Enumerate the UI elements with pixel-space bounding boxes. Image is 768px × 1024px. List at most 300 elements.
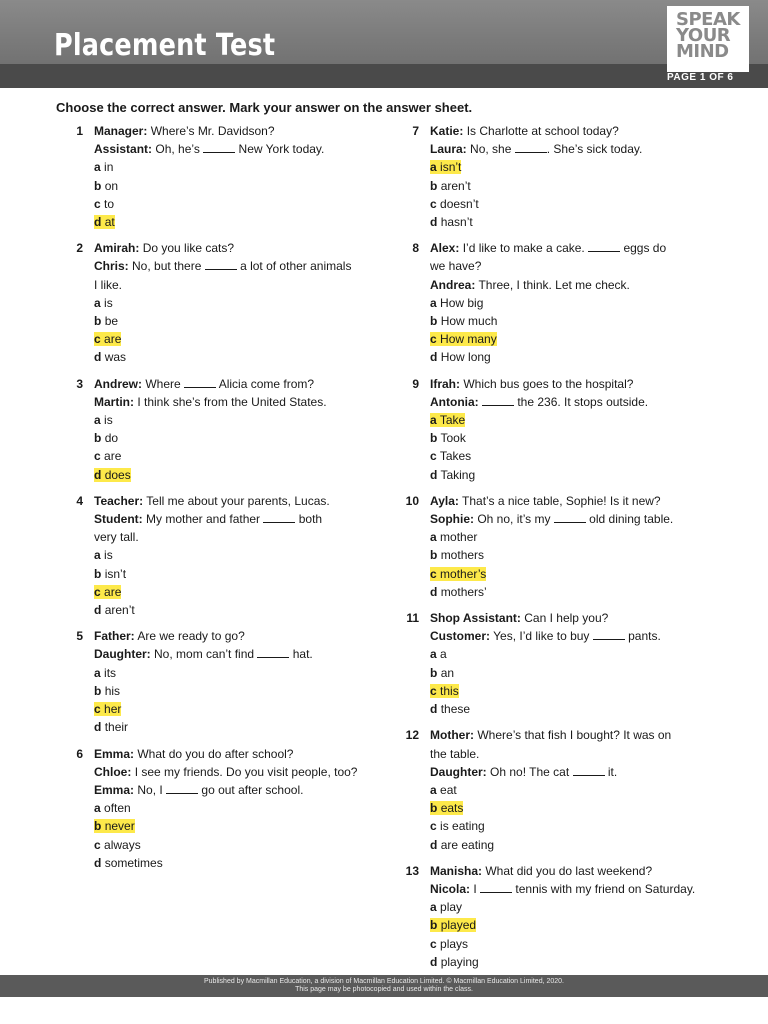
- option-text: Taking: [440, 467, 476, 482]
- option-letter: d: [94, 603, 102, 618]
- option-content: [430, 350, 491, 364]
- dialogue-text: No, mom can’t find: [154, 647, 255, 662]
- speaker-name: Amirah:: [94, 241, 140, 256]
- dialogue-text: Where’s Mr. Davidson?: [150, 124, 275, 138]
- highlighted-answer: [94, 215, 115, 229]
- answer-option[interactable]: [430, 447, 722, 465]
- option-text: always: [104, 837, 141, 852]
- highlighted-answer: [430, 567, 486, 581]
- dialogue-text: eggs do: [623, 241, 667, 256]
- option-text: playing: [440, 954, 479, 969]
- dialogue-text: My mother and father: [146, 512, 261, 527]
- option-content: [94, 197, 114, 211]
- option-letter: b: [430, 665, 438, 680]
- option-content: [94, 666, 116, 680]
- question-item: [56, 375, 386, 484]
- dialogue-text: No, she: [470, 142, 512, 157]
- option-letter: b: [94, 683, 102, 698]
- logo-text: SPEAK YOUR MIND: [676, 9, 740, 62]
- option-content: [430, 530, 477, 544]
- option-content: [430, 900, 462, 914]
- option-content: [430, 666, 454, 680]
- option-text: How long: [440, 350, 491, 365]
- dialogue-line: [94, 510, 386, 528]
- highlighted-answer: [94, 819, 135, 833]
- option-text: his: [104, 683, 121, 698]
- speaker-name: Manager:: [94, 124, 148, 138]
- option-text: doesn’t: [440, 196, 479, 211]
- dialogue-text: the table.: [430, 746, 480, 761]
- answer-option[interactable]: [430, 836, 722, 854]
- dialogue-text: No, I: [137, 782, 163, 797]
- option-content: [94, 350, 126, 364]
- option-letter: c: [94, 584, 101, 599]
- question-number: 13: [405, 863, 419, 878]
- dialogue-line: [94, 627, 386, 645]
- option-letter: b: [430, 314, 438, 329]
- option-letter: d: [94, 720, 102, 735]
- option-text: play: [440, 900, 463, 915]
- question-number: 12: [405, 728, 419, 743]
- highlighted-answer: [430, 801, 463, 815]
- option-letter: a: [430, 530, 437, 545]
- option-content: [94, 603, 135, 617]
- dialogue-line: [430, 122, 722, 140]
- dialogue-line: [430, 375, 722, 393]
- answer-option[interactable]: [94, 546, 386, 564]
- highlighted-answer: [94, 702, 121, 716]
- answer-option[interactable]: [430, 213, 722, 231]
- option-text: was: [104, 350, 127, 365]
- option-letter: a: [430, 413, 437, 428]
- option-letter: a: [94, 665, 101, 680]
- answer-blank: [593, 630, 625, 640]
- answer-option[interactable]: [94, 348, 386, 366]
- answer-option[interactable]: [430, 546, 722, 564]
- answer-blank: [554, 513, 586, 523]
- dialogue-line: [430, 492, 722, 510]
- dialogue-text: a lot of other animals: [240, 259, 352, 274]
- highlighted-answer: [94, 468, 131, 482]
- option-text: sometimes: [104, 855, 163, 870]
- dialogue-text: No, but there: [132, 259, 202, 274]
- answer-option[interactable]: [94, 447, 386, 465]
- answer-option[interactable]: [430, 898, 722, 916]
- answer-blank: [515, 143, 547, 153]
- speaker-name: Daughter:: [94, 647, 151, 662]
- dialogue-text: hat.: [292, 647, 313, 662]
- highlighted-answer: [430, 160, 461, 174]
- option-letter: a: [430, 782, 437, 797]
- question-item: [56, 239, 386, 366]
- answer-blank: [203, 143, 235, 153]
- dialogue-line: [94, 257, 386, 275]
- speaker-name: Customer:: [430, 629, 491, 644]
- question-item: [56, 492, 386, 619]
- dialogue-line: [430, 745, 722, 763]
- option-letter: d: [430, 215, 438, 230]
- option-letter: a: [430, 160, 437, 175]
- answer-blank: [257, 648, 289, 658]
- answer-option[interactable]: [94, 854, 386, 872]
- highlighted-answer: [430, 413, 465, 427]
- option-letter: c: [94, 196, 101, 211]
- dialogue-line: [94, 492, 386, 510]
- answer-option[interactable]: [430, 528, 722, 546]
- option-content: [94, 413, 113, 427]
- option-text: How big: [440, 295, 484, 310]
- option-letter: c: [94, 332, 101, 347]
- answer-blank: [166, 784, 198, 794]
- speaker-name: Emma:: [94, 782, 135, 797]
- speaker-name: Chloe:: [94, 764, 132, 779]
- option-content: [430, 647, 447, 661]
- speaker-name: Emma:: [94, 746, 135, 761]
- option-content: [94, 548, 113, 562]
- option-text: her: [104, 702, 122, 717]
- speaker-name: Nicola:: [430, 881, 471, 896]
- dialogue-text: Which bus goes to the hospital?: [463, 376, 634, 391]
- option-letter: d: [430, 467, 438, 482]
- highlighted-answer: [430, 684, 459, 698]
- option-text: played: [440, 918, 477, 933]
- option-text: is: [104, 295, 113, 310]
- option-text: an: [440, 665, 455, 680]
- footer-copy-note: This page may be photocopied and used within the class.: [295, 986, 473, 993]
- dialogue-text: old dining table.: [589, 512, 674, 527]
- option-text: is: [104, 548, 113, 563]
- option-text: mother’s: [440, 566, 487, 581]
- answer-option[interactable]: [430, 330, 722, 348]
- instructions: Choose the correct answer. Mark your answer on the answer sheet.: [56, 100, 473, 115]
- answer-option[interactable]: [94, 429, 386, 447]
- dialogue-line: [430, 726, 722, 744]
- option-letter: d: [94, 350, 102, 365]
- answer-option[interactable]: [94, 682, 386, 700]
- dialogue-text: Are we ready to go?: [137, 629, 245, 644]
- answer-option[interactable]: [430, 781, 722, 799]
- answer-option[interactable]: [430, 799, 722, 817]
- answer-blank: [573, 766, 605, 776]
- dialogue-text: very tall.: [94, 530, 139, 545]
- question-item: [392, 609, 722, 718]
- option-text: at: [104, 215, 115, 230]
- option-letter: a: [94, 160, 101, 175]
- option-text: are: [104, 584, 122, 599]
- dialogue-text: Oh no! The cat: [490, 764, 570, 779]
- answer-option[interactable]: [430, 348, 722, 366]
- speaker-name: Chris:: [94, 259, 129, 274]
- answer-option[interactable]: [430, 817, 722, 835]
- option-content: [430, 702, 470, 716]
- answer-option[interactable]: [94, 213, 386, 231]
- speaker-name: Laura:: [430, 142, 467, 157]
- answer-blank: [480, 883, 512, 893]
- answer-option[interactable]: [430, 916, 722, 934]
- option-letter: c: [430, 449, 437, 464]
- dialogue-text: What do you do after school?: [137, 746, 294, 761]
- dialogue-text: I’d like to make a cake.: [462, 241, 585, 256]
- option-letter: b: [94, 566, 102, 581]
- answer-option[interactable]: [430, 195, 722, 213]
- answer-option[interactable]: [430, 466, 722, 484]
- option-letter: c: [430, 936, 437, 951]
- option-text: its: [104, 665, 117, 680]
- answer-option[interactable]: [94, 411, 386, 429]
- dialogue-text: Where’s that fish I bought? It was on: [477, 728, 672, 743]
- option-text: Took: [440, 431, 466, 446]
- dialogue-line: [94, 528, 386, 546]
- option-letter: a: [94, 295, 101, 310]
- option-content: [94, 431, 118, 445]
- option-letter: b: [430, 918, 438, 933]
- option-letter: c: [94, 449, 101, 464]
- option-content: [94, 801, 131, 815]
- option-content: [430, 197, 479, 211]
- dialogue-text: go out after school.: [201, 782, 304, 797]
- questions-column-left: [56, 122, 386, 872]
- answer-option[interactable]: [94, 330, 386, 348]
- page-footer: [0, 975, 768, 997]
- speaker-name: Martin:: [94, 394, 134, 409]
- option-letter: c: [430, 683, 437, 698]
- option-text: isn’t: [104, 566, 127, 581]
- option-text: How many: [440, 332, 497, 347]
- option-letter: b: [430, 801, 438, 816]
- option-content: [430, 179, 471, 193]
- option-letter: c: [430, 566, 437, 581]
- question-item: [56, 745, 386, 872]
- answer-option[interactable]: [94, 294, 386, 312]
- dialogue-text: What did you do last weekend?: [485, 863, 653, 878]
- answer-option[interactable]: [94, 836, 386, 854]
- answer-option[interactable]: [430, 645, 722, 663]
- dialogue-text: Can I help you?: [524, 611, 609, 626]
- dialogue-text: the 236. It stops outside.: [517, 394, 649, 409]
- answer-option[interactable]: [94, 601, 386, 619]
- option-content: [430, 548, 484, 562]
- option-letter: b: [94, 819, 102, 834]
- question-item: [56, 627, 386, 736]
- option-text: often: [104, 801, 131, 816]
- answer-option[interactable]: [94, 312, 386, 330]
- option-letter: a: [94, 801, 101, 816]
- answer-option[interactable]: [430, 664, 722, 682]
- answer-option[interactable]: [94, 177, 386, 195]
- dialogue-text: tennis with my friend on Saturday.: [515, 881, 696, 896]
- answer-option[interactable]: [94, 158, 386, 176]
- dialogue-line: [94, 239, 386, 257]
- option-text: Takes: [439, 449, 472, 464]
- dialogue-text: we have?: [430, 259, 482, 274]
- option-content: [430, 955, 479, 969]
- option-letter: a: [430, 900, 437, 915]
- option-content: [430, 314, 497, 328]
- page-title: Placement Test: [54, 28, 276, 63]
- answer-option[interactable]: [430, 700, 722, 718]
- speaker-name: Teacher:: [94, 493, 144, 508]
- answer-option[interactable]: [94, 700, 386, 718]
- dialogue-text: Do you like cats?: [142, 241, 235, 256]
- option-text: their: [104, 720, 129, 735]
- answer-option[interactable]: [94, 195, 386, 213]
- option-content: [430, 431, 466, 445]
- speaker-name: Andrew:: [94, 376, 142, 391]
- option-text: eats: [440, 801, 464, 816]
- question-item: [392, 375, 722, 484]
- speaker-name: Antonia:: [430, 394, 479, 409]
- option-text: in: [104, 160, 114, 175]
- answer-option[interactable]: [94, 583, 386, 601]
- dialogue-line: [94, 745, 386, 763]
- option-text: never: [104, 819, 135, 834]
- question-number: 2: [76, 241, 83, 256]
- question-number: 4: [76, 493, 83, 508]
- dialogue-line: [94, 763, 386, 781]
- option-letter: b: [430, 178, 438, 193]
- answer-blank: [482, 396, 514, 406]
- speaker-name: Student:: [94, 512, 143, 527]
- answer-blank: [184, 378, 216, 388]
- option-text: these: [440, 702, 471, 717]
- option-content: [430, 296, 483, 310]
- answer-option[interactable]: [430, 565, 722, 583]
- option-letter: a: [430, 647, 437, 662]
- dialogue-line: [94, 781, 386, 799]
- dialogue-line: [430, 140, 722, 158]
- answer-option[interactable]: [94, 466, 386, 484]
- answer-option[interactable]: [430, 294, 722, 312]
- option-content: [94, 856, 163, 870]
- answer-blank: [263, 513, 295, 523]
- speaker-name: Ayla:: [430, 493, 459, 508]
- answer-option[interactable]: [430, 429, 722, 447]
- option-content: [94, 720, 128, 734]
- dialogue-text: Yes, I’d like to buy: [493, 629, 590, 644]
- header-band: [0, 64, 768, 88]
- speaker-name: Katie:: [430, 124, 464, 138]
- dialogue-line: [94, 645, 386, 663]
- dialogue-line: [430, 239, 722, 257]
- speak-your-mind-logo: [667, 6, 749, 72]
- option-text: hasn’t: [440, 215, 473, 230]
- dialogue-text: it.: [607, 764, 618, 779]
- option-text: mother: [440, 530, 478, 545]
- question-item: [392, 239, 722, 366]
- answer-option[interactable]: [430, 682, 722, 700]
- page-header: [0, 0, 768, 88]
- answer-option[interactable]: [430, 312, 722, 330]
- option-text: are: [104, 332, 122, 347]
- option-letter: c: [430, 819, 437, 834]
- option-letter: a: [94, 413, 101, 428]
- option-content: [430, 937, 468, 951]
- highlighted-answer: [430, 332, 497, 346]
- answer-option[interactable]: [94, 718, 386, 736]
- question-item: [392, 492, 722, 601]
- question-number: 1: [76, 124, 83, 138]
- question-item: [56, 122, 386, 231]
- dialogue-line: [430, 862, 722, 880]
- option-content: [94, 296, 113, 310]
- dialogue-line: [94, 276, 386, 294]
- option-text: Take: [439, 413, 466, 428]
- option-letter: d: [430, 350, 438, 365]
- option-text: aren’t: [440, 178, 471, 193]
- option-letter: b: [94, 314, 102, 329]
- dialogue-text: I think she’s from the United States.: [137, 394, 327, 409]
- dialogue-text: Is Charlotte at school today?: [466, 124, 619, 138]
- highlighted-answer: [430, 918, 476, 932]
- dialogue-text: I like.: [94, 277, 123, 292]
- option-letter: d: [94, 855, 102, 870]
- dialogue-line: [430, 510, 722, 528]
- option-content: [430, 215, 473, 229]
- dialogue-text: Where: [145, 376, 181, 391]
- option-text: is eating: [440, 819, 485, 834]
- option-letter: d: [430, 837, 438, 852]
- answer-option[interactable]: [430, 953, 722, 971]
- dialogue-line: [430, 257, 722, 275]
- option-content: [94, 684, 120, 698]
- option-text: are eating: [440, 837, 495, 852]
- answer-option[interactable]: [94, 664, 386, 682]
- answer-option[interactable]: [430, 583, 722, 601]
- dialogue-line: [94, 375, 386, 393]
- option-text: be: [104, 314, 119, 329]
- option-letter: c: [94, 702, 101, 717]
- answer-blank: [205, 260, 237, 270]
- answer-option[interactable]: [430, 411, 722, 429]
- answer-option[interactable]: [94, 565, 386, 583]
- speaker-name: Alex:: [430, 241, 460, 256]
- option-letter: d: [430, 584, 438, 599]
- question-item: [392, 122, 722, 231]
- option-text: mothers’: [440, 584, 487, 599]
- option-letter: c: [430, 196, 437, 211]
- option-text: to: [104, 196, 115, 211]
- speaker-name: Sophie:: [430, 512, 474, 527]
- speaker-name: Daughter:: [430, 764, 487, 779]
- answer-option[interactable]: [430, 177, 722, 195]
- speaker-name: Ifrah:: [430, 376, 460, 391]
- option-content: [94, 838, 141, 852]
- option-content: [94, 314, 118, 328]
- dialogue-text: pants.: [628, 629, 661, 644]
- speaker-name: Mother:: [430, 728, 474, 743]
- option-content: [94, 449, 121, 463]
- answer-option[interactable]: [94, 799, 386, 817]
- highlighted-answer: [94, 585, 121, 599]
- answer-option[interactable]: [430, 935, 722, 953]
- dialogue-text: Oh, he’s: [155, 142, 200, 157]
- answer-option[interactable]: [94, 817, 386, 835]
- option-letter: a: [94, 548, 101, 563]
- dialogue-text: . She’s sick today.: [546, 142, 643, 157]
- option-content: [430, 838, 494, 852]
- dialogue-text: I: [473, 881, 477, 896]
- speaker-name: Manisha:: [430, 863, 483, 878]
- dialogue-text: Oh no, it’s my: [477, 512, 551, 527]
- answer-option[interactable]: [430, 158, 722, 176]
- option-content: [430, 783, 457, 797]
- speaker-name: Assistant:: [94, 142, 153, 157]
- highlighted-answer: [94, 332, 121, 346]
- dialogue-line: [430, 276, 722, 294]
- question-number: 10: [405, 493, 419, 508]
- option-text: a: [440, 647, 447, 662]
- option-letter: b: [94, 178, 102, 193]
